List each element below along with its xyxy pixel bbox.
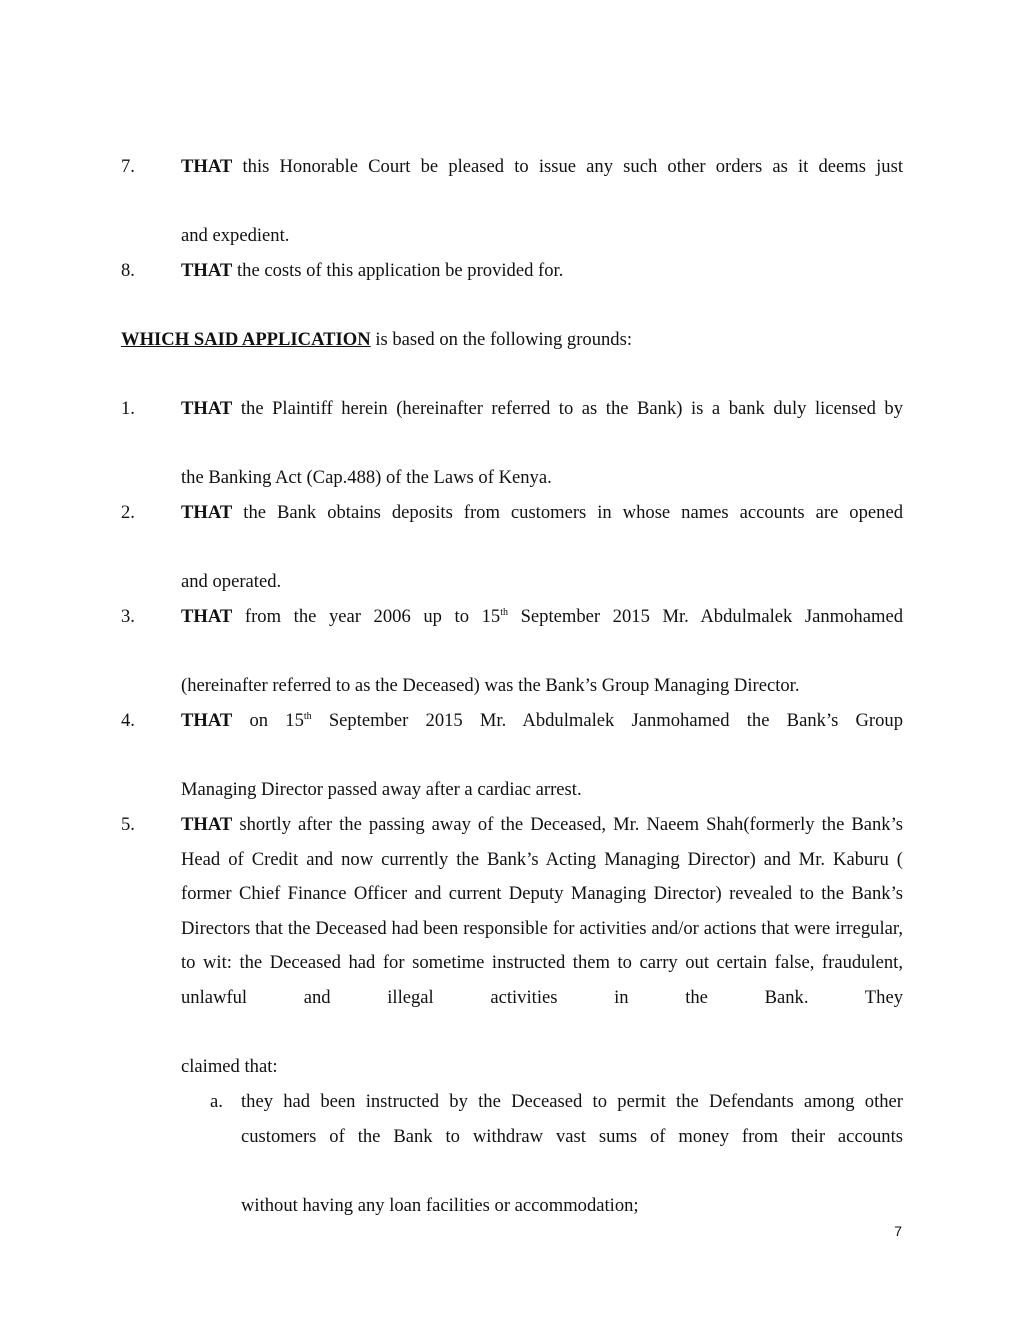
- item-text: THAT this Honorable Court be pleased to issue any such other orders as it deems just: [181, 156, 903, 177]
- sub-item-text-last-line: without having any loan facilities or accommodation;: [241, 1194, 639, 1216]
- grounds-heading-label: WHICH SAID APPLICATION: [121, 329, 371, 350]
- item-text-last-line: and expedient.: [181, 225, 290, 247]
- sub-item-text: they had been instructed by the Deceased to permit the Defendants among other customers of the Bank to withdraw vast sums of money from their accounts: [241, 1091, 903, 1147]
- item-lead: THAT: [181, 156, 233, 177]
- ordinal-suffix: th: [303, 711, 312, 722]
- item-text-last-line: (hereinafter referred to as the Deceased) was the Bank’s Group Managing Director.: [181, 675, 800, 697]
- item-text: THAT the costs of this application be provided for.: [181, 260, 564, 281]
- item-text: THAT the Plaintiff herein (hereinafter referred to as the Bank) is a bank duly licensed by: [181, 398, 903, 419]
- item-number: 1.: [121, 398, 135, 419]
- item-number: 3.: [121, 606, 135, 627]
- ground-item-5: [121, 808, 903, 1085]
- item-lead: THAT: [181, 606, 233, 627]
- item-lead: THAT: [181, 260, 233, 281]
- order-item-7: [121, 150, 903, 254]
- grounds-heading: [121, 323, 903, 358]
- item-text-last-line: claimed that:: [181, 1056, 278, 1078]
- ordinal-suffix: th: [500, 607, 508, 618]
- ground-item-3: [121, 600, 903, 704]
- item-text-last-line: and operated.: [181, 571, 282, 593]
- order-item-8: [121, 254, 903, 289]
- item-number: 8.: [121, 260, 135, 281]
- item-lead: THAT: [181, 710, 233, 731]
- sub-item-letter: a.: [210, 1091, 223, 1112]
- item-text: THAT from the year 2006 up to 15th September 2015 Mr. Abdulmalek Janmohamed: [181, 606, 903, 627]
- page-number: 7: [894, 1223, 902, 1239]
- item-number: 4.: [121, 710, 135, 731]
- item-text-last-line: the Banking Act (Cap.488) of the Laws of Kenya.: [181, 467, 552, 489]
- item-text: THAT the Bank obtains deposits from customers in whose names accounts are opened: [181, 502, 903, 523]
- ground-item-2: [121, 496, 903, 600]
- item-number: 2.: [121, 502, 135, 523]
- item-number: 5.: [121, 814, 135, 835]
- item-lead: THAT: [181, 814, 233, 835]
- grounds-heading-text: is based on the following grounds:: [370, 329, 632, 350]
- item-lead: THAT: [181, 398, 233, 419]
- item-text-last-line: Managing Director passed away after a cardiac arrest.: [181, 779, 582, 801]
- item-number: 7.: [121, 156, 135, 177]
- ground-item-1: [121, 392, 903, 496]
- item-text: THAT shortly after the passing away of the Deceased, Mr. Naeem Shah(formerly the Bank’s Head of Credit and now currently the Bank’s Acting Managing Director) and Mr. Kaburu ( former Chief Finance Officer and current Deputy Managing Director) revealed to the Bank’s Directors that the Deceased had been responsible for activities and/or actions that were irregular, to wit: the Deceased had for sometime instructed them to carry out certain false, fraudulent, unlawful and illegal activities in the Bank. They: [181, 814, 903, 1008]
- item-text: THAT on 15th September 2015 Mr. Abdulmalek Janmohamed the Bank’s Group: [181, 710, 904, 731]
- item-lead: THAT: [181, 502, 233, 523]
- sub-item-a: [181, 1085, 903, 1223]
- ground-item-4: [121, 704, 903, 808]
